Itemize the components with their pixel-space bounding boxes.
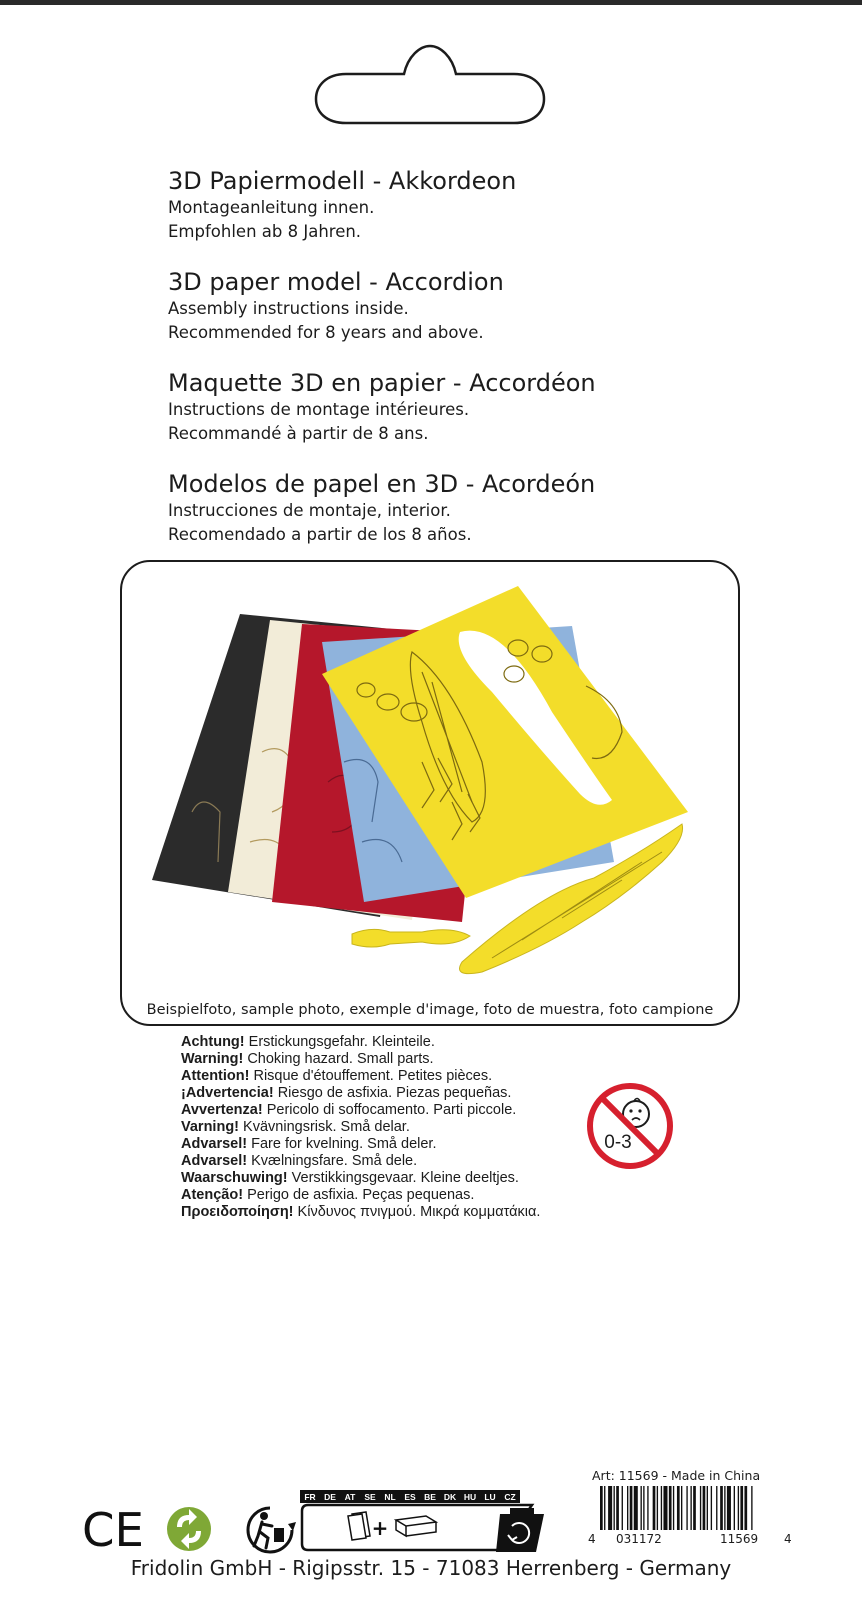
barcode-bar: [622, 1486, 623, 1530]
sample-photo-frame: [120, 560, 740, 1026]
warning-label: ¡Advertencia!: [181, 1085, 274, 1101]
barcode-digits-right: 11569: [720, 1532, 759, 1544]
country-code: DK: [443, 1492, 457, 1502]
barcode-bar: [641, 1486, 642, 1530]
warning-text: Fare for kvelning. Små deler.: [251, 1136, 437, 1152]
language-block-french: [168, 368, 788, 446]
green-dot-recycle-icon: [165, 1505, 213, 1553]
barcode-bars: [600, 1486, 753, 1530]
country-code: NL: [384, 1492, 396, 1502]
dragonfly-body-part: [352, 929, 470, 947]
barcode-bar: [734, 1486, 735, 1530]
barcode-bar: [690, 1486, 691, 1530]
barcode-bar: [600, 1486, 603, 1530]
ce-mark-icon: [82, 1506, 146, 1552]
product-title-en: 3D paper model - Accordion: [168, 268, 504, 296]
triman-sorting-info: [300, 1490, 548, 1554]
barcode-bar: [604, 1486, 605, 1530]
warning-text: Erstickungsgefahr. Kleinteile.: [248, 1034, 435, 1050]
country-code: AT: [344, 1492, 356, 1502]
barcode: [586, 1486, 794, 1544]
barcode-digit-check: 4: [784, 1532, 792, 1544]
country-code: BE: [424, 1492, 436, 1502]
age-range-label: 0-3: [604, 1132, 632, 1153]
product-title-de: 3D Papiermodell - Akkordeon: [168, 167, 517, 195]
barcode-bar: [663, 1486, 667, 1530]
barcode-bar: [661, 1486, 662, 1530]
warning-text: Riesgo de asfixia. Piezas pequeñas.: [277, 1085, 512, 1101]
warning-text: Verstikkingsgevaar. Kleine deeltjes.: [291, 1170, 519, 1186]
country-codes-row: [300, 1490, 520, 1503]
instruction-line-de: Montageanleitung innen.: [168, 198, 375, 217]
warning-text: Pericolo di soffocamento. Parti piccole.: [266, 1102, 517, 1118]
language-block-german: [168, 166, 788, 244]
warning-label: Advarsel!: [181, 1153, 248, 1169]
warning-line-se: [181, 1119, 601, 1136]
barcode-bar: [657, 1486, 658, 1530]
barcode-bar: [681, 1486, 682, 1530]
safety-warnings: [181, 1034, 601, 1221]
barcode-bar: [740, 1486, 743, 1530]
warning-text: Perigo de asfixia. Peças pequenas.: [247, 1187, 475, 1203]
warning-line-it: [181, 1102, 601, 1119]
warning-text: Choking hazard. Small parts.: [247, 1051, 434, 1067]
instruction-line-fr: Instructions de montage intérieures.: [168, 400, 470, 419]
language-block-spanish: [168, 469, 788, 547]
barcode-bar: [677, 1486, 680, 1530]
warning-label: Warning!: [181, 1051, 244, 1067]
instruction-line-en: Assembly instructions inside.: [168, 299, 409, 318]
language-block-english: [168, 267, 788, 345]
warning-label: Advarsel!: [181, 1136, 248, 1152]
barcode-bar: [608, 1486, 612, 1530]
recycling-bin-icon: [496, 1508, 544, 1552]
warning-line-en: [181, 1051, 601, 1068]
barcode-bar: [703, 1486, 706, 1530]
warning-label: Varning!: [181, 1119, 240, 1135]
tidyman-disposal-icon: [244, 1504, 296, 1554]
country-code: DE: [324, 1492, 336, 1502]
warning-line-pt: [181, 1187, 601, 1204]
country-code: ES: [404, 1492, 416, 1502]
barcode-bar: [647, 1486, 648, 1530]
warning-label: Προειδοποίηση!: [181, 1204, 294, 1220]
sample-photo: [122, 562, 738, 1024]
paper-sheet-icon: [348, 1512, 370, 1540]
barcode-bar: [669, 1486, 672, 1530]
warning-line-dk: [181, 1153, 601, 1170]
country-code: FR: [304, 1492, 316, 1502]
country-code: HU: [463, 1492, 477, 1502]
barcode-bar: [700, 1486, 701, 1530]
age-recommendation-fr: Recommandé à partir de 8 ans.: [168, 424, 429, 443]
barcode-bar: [634, 1486, 638, 1530]
warning-label: Avvertenza!: [181, 1102, 263, 1118]
barcode-bar: [711, 1486, 712, 1530]
photo-caption: Beispielfoto, sample photo, exemple d'image, foto de muestra, foto campione: [146, 1002, 714, 1018]
warning-line-nl: [181, 1170, 601, 1187]
manufacturer-address: Fridolin GmbH - Rigipsstr. 15 - 71083 Herrenberg - Germany: [130, 1556, 732, 1580]
no-under-3-icon: [584, 1080, 676, 1172]
country-code: LU: [484, 1492, 496, 1502]
barcode-digit-lead: 4: [588, 1532, 596, 1544]
barcode-bar: [738, 1486, 739, 1530]
warning-label: Attention!: [181, 1068, 250, 1084]
barcode-bar: [716, 1486, 717, 1530]
top-border: [0, 0, 862, 5]
plus-sign: +: [371, 1516, 389, 1540]
warning-line-fr: [181, 1068, 601, 1085]
warning-text: Κίνδυνος πνιγμού. Μικρά κομματάκια.: [297, 1204, 541, 1220]
age-recommendation-es: Recomendado a partir de los 8 años.: [168, 525, 472, 544]
barcode-bar: [627, 1486, 628, 1530]
country-code: SE: [364, 1492, 376, 1502]
barcode-bar: [686, 1486, 687, 1530]
barcode-bar: [673, 1486, 674, 1530]
country-code: CZ: [504, 1492, 516, 1502]
warning-line-gr: [181, 1204, 601, 1221]
age-recommendation-de: Empfohlen ab 8 Jahren.: [168, 222, 362, 241]
warning-label: Achtung!: [181, 1034, 245, 1050]
ce-mark-text: CE: [82, 1506, 144, 1552]
article-info: Art: 11569 - Made in China: [592, 1468, 761, 1483]
barcode-bar: [616, 1486, 619, 1530]
age-recommendation-en: Recommended for 8 years and above.: [168, 323, 484, 342]
barcode-bar: [614, 1486, 615, 1530]
barcode-bar: [720, 1486, 723, 1530]
product-title-fr: Maquette 3D en papier - Accordéon: [168, 369, 596, 397]
warning-label: Atenção!: [181, 1187, 244, 1203]
warning-label: Waarschuwing!: [181, 1170, 288, 1186]
barcode-bar: [653, 1486, 656, 1530]
warning-text: Kvävningsrisk. Små delar.: [243, 1119, 410, 1135]
instruction-line-es: Instrucciones de montaje, interior.: [168, 501, 451, 520]
barcode-bar: [724, 1486, 725, 1530]
product-title-es: Modelos de papel en 3D - Acordeón: [168, 470, 596, 498]
barcode-bar: [630, 1486, 633, 1530]
warning-line-es: [181, 1085, 601, 1102]
warning-text: Kvælningsfare. Små dele.: [251, 1153, 418, 1169]
warning-text: Risque d'étouffement. Petites pièces.: [253, 1068, 493, 1084]
warning-line-no: [181, 1136, 601, 1153]
warning-line-de: [181, 1034, 601, 1051]
barcode-bar: [744, 1486, 747, 1530]
barcode-bar: [751, 1486, 752, 1530]
barcode-bar: [727, 1486, 731, 1530]
barcode-digits-left: 031172: [616, 1532, 662, 1544]
hang-tab-outline: [312, 44, 548, 126]
barcode-bar: [707, 1486, 708, 1530]
barcode-bar: [693, 1486, 696, 1530]
barcode-bar: [643, 1486, 644, 1530]
